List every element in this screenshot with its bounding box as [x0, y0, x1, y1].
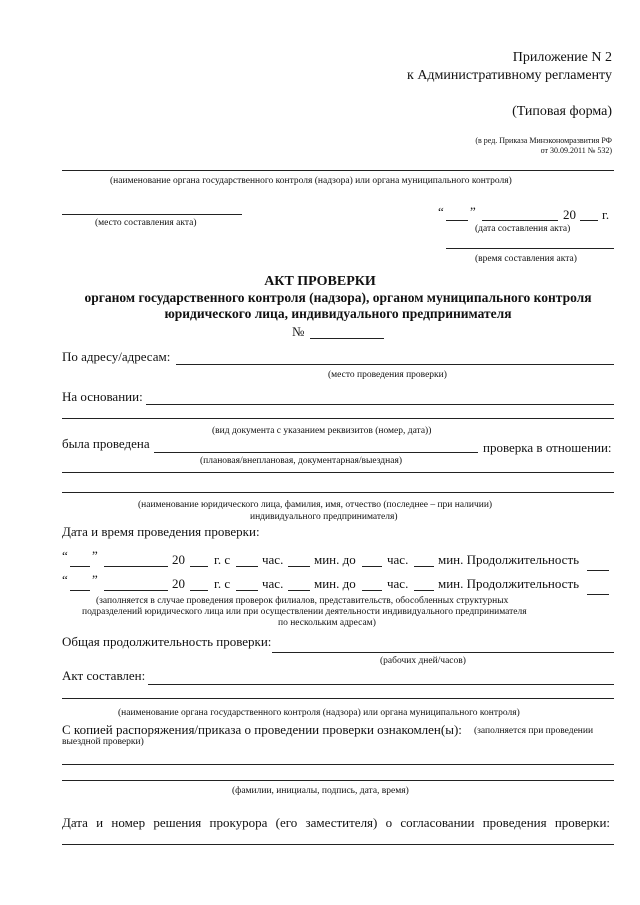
place-caption: (место составления акта) — [95, 218, 197, 228]
act-compiled-line1[interactable] — [148, 684, 614, 685]
row2-from-min-line[interactable] — [288, 590, 310, 591]
row1-hours: час. — [262, 552, 284, 567]
authority-caption: (наименование органа государственного контроля (надзора) или органа муниципального контроля) — [110, 176, 512, 186]
authority2-caption: (наименование органа государственного контроля (надзора) или органа муниципального контроля) — [118, 708, 520, 718]
inspection-place-caption: (место проведения проверки) — [328, 370, 447, 380]
row1-year: 20 — [172, 552, 185, 567]
row1-to-hour-line[interactable] — [362, 566, 382, 567]
date-day-line[interactable] — [446, 220, 468, 221]
date-year-suffix: г. — [602, 207, 610, 222]
branches-caption-line2: подразделений юридического лица или при осуществлении деятельности индивидуального предпринимателя — [82, 607, 527, 617]
acquainted-text: С копией распоряжения/приказа о проведении проверки ознакомлен(ы): — [62, 722, 462, 737]
basis-label: На основании: — [62, 389, 143, 404]
datetime-label: Дата и время проведения проверки: — [62, 524, 260, 539]
title-line2: органом государственного контроля (надзора), органом муниципального контроля — [84, 290, 592, 305]
row1-min-duration: мин. Продолжительность — [438, 552, 580, 567]
row1-hours2: час. — [387, 552, 409, 567]
entity-caption-line2: индивидуального предпринимателя) — [250, 512, 398, 522]
conducted-line[interactable] — [154, 452, 478, 453]
address-line[interactable] — [176, 364, 614, 365]
basis-doc-caption: (вид документа с указанием реквизитов (номер, дата)) — [212, 426, 432, 436]
date-quote-open: “ — [438, 204, 444, 219]
entity-line2[interactable] — [62, 492, 614, 493]
row1-min-to: мин. до — [314, 552, 356, 567]
signatures-caption: (фамилии, инициалы, подпись, дата, время) — [232, 786, 409, 796]
row1-from-hour-line[interactable] — [236, 566, 258, 567]
date-year-line[interactable] — [580, 220, 598, 221]
row2-quote-open: “ — [62, 572, 68, 587]
basis-line1[interactable] — [146, 404, 614, 405]
row1-g-s: г. с — [214, 552, 231, 567]
title-line3: юридического лица, индивидуального предпринимателя — [164, 306, 512, 321]
row2-from-hour-line[interactable] — [236, 590, 258, 591]
row1-quote-open: “ — [62, 548, 68, 563]
inspection-type-caption: (плановая/внеплановая, документарная/выездная) — [200, 456, 402, 466]
row2-to-min-line[interactable] — [414, 590, 434, 591]
authority-line[interactable] — [62, 170, 614, 171]
row1-from-min-line[interactable] — [288, 566, 310, 567]
date-caption: (дата составления акта) — [475, 224, 571, 234]
row2-hours: час. — [262, 576, 284, 591]
total-duration-line[interactable] — [272, 652, 614, 653]
row2-duration-line[interactable] — [587, 594, 609, 595]
conducted-label: была проведена — [62, 436, 150, 451]
edition-line1: (в ред. Приказа Минэкономразвития РФ — [475, 136, 612, 145]
date-month-line[interactable] — [482, 220, 558, 221]
row1-year-line[interactable] — [190, 566, 208, 567]
address-label: По адресу/адресам: — [62, 349, 171, 364]
row2-year: 20 — [172, 576, 185, 591]
edition-line2: от 30.09.2011 № 532) — [540, 146, 612, 155]
title-number-sign: № — [292, 324, 305, 339]
acquainted-line1[interactable] — [62, 764, 614, 765]
acquainted-line2[interactable] — [62, 780, 614, 781]
row2-hours2: час. — [387, 576, 409, 591]
row1-day-line[interactable] — [70, 566, 90, 567]
row1-month-line[interactable] — [104, 566, 168, 567]
form-type: (Типовая форма) — [512, 104, 612, 119]
row1-quote-close: ” — [92, 548, 98, 563]
prosecutor-text: Дата и номер решения прокурора (его заместителя) о согласовании проведения проверки: — [62, 815, 611, 830]
place-line[interactable] — [62, 214, 242, 215]
row2-to-hour-line[interactable] — [362, 590, 382, 591]
row1-to-min-line[interactable] — [414, 566, 434, 567]
acquainted-note2: выездной проверки) — [62, 737, 144, 747]
row2-month-line[interactable] — [104, 590, 168, 591]
appendix-line1: Приложение N 2 — [512, 50, 612, 65]
time-line[interactable] — [446, 248, 614, 249]
total-duration-label: Общая продолжительность проверки: — [62, 634, 272, 649]
title-line1: АКТ ПРОВЕРКИ — [264, 274, 376, 289]
work-days-caption: (рабочих дней/часов) — [380, 656, 466, 666]
act-compiled-label: Акт составлен: — [62, 668, 146, 683]
row1-duration-line[interactable] — [587, 570, 609, 571]
branches-caption-line3: по нескольким адресам) — [278, 618, 376, 628]
regarding-label: проверка в отношении: — [483, 440, 612, 455]
entity-line1[interactable] — [62, 472, 614, 473]
row2-min-to: мин. до — [314, 576, 356, 591]
time-caption: (время составления акта) — [475, 254, 577, 264]
acquainted-note: (заполняется при проведении — [474, 726, 594, 736]
act-compiled-line2[interactable] — [62, 698, 614, 699]
entity-caption-line1: (наименование юридического лица, фамилия, имя, отчество (последнее – при наличии) — [138, 500, 493, 510]
row2-min-duration: мин. Продолжительность — [438, 576, 580, 591]
basis-line2[interactable] — [62, 418, 614, 419]
row2-g-s: г. с — [214, 576, 231, 591]
row2-quote-close: ” — [92, 572, 98, 587]
row2-year-line[interactable] — [190, 590, 208, 591]
branches-caption-line1: (заполняется в случае проведения проверок филиалов, представительств, обособленных структурных — [96, 596, 509, 606]
prosecutor-line[interactable] — [62, 844, 614, 845]
row2-day-line[interactable] — [70, 590, 90, 591]
appendix-line2: к Административному регламенту — [407, 68, 612, 83]
title-number-line[interactable] — [310, 338, 384, 339]
date-quote-close: ” — [470, 204, 476, 219]
date-year-prefix: 20 — [563, 207, 576, 222]
